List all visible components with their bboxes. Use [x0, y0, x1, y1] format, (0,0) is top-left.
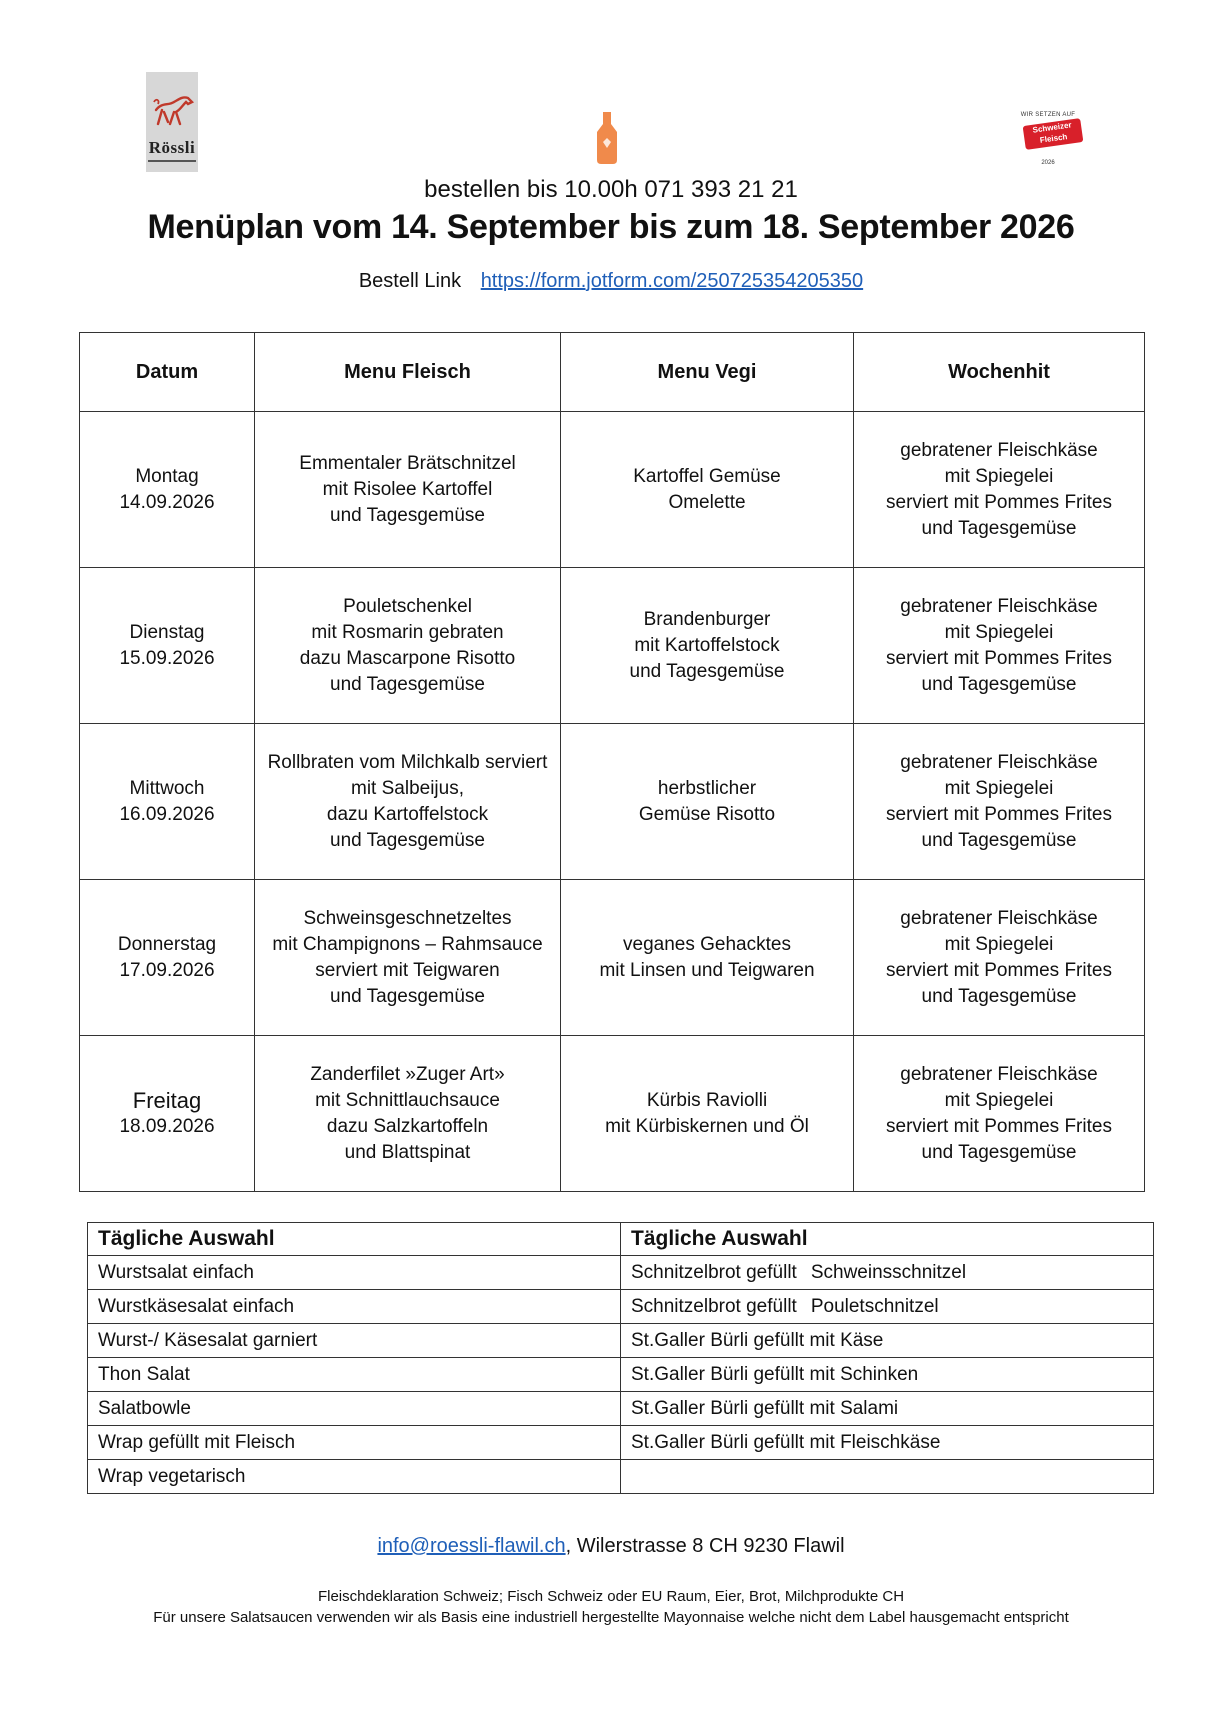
dish-line: und Tagesgemüse [629, 660, 785, 682]
daily-item: Thon Salat [88, 1358, 621, 1392]
order-link-line [0, 270, 1222, 293]
dish-line: mit Spiegelei [944, 1089, 1054, 1111]
horse-icon [146, 72, 198, 138]
day-date: 15.09.2026 [119, 647, 215, 669]
dish-line: mit Spiegelei [944, 777, 1054, 799]
daily-item: St.Galler Bürli gefüllt mit Käse [621, 1324, 1154, 1358]
bottle-icon [593, 112, 621, 164]
dish-line: dazu Salzkartoffeln [326, 1115, 489, 1137]
fleisch-cell [255, 880, 561, 1036]
wochenhit-cell [854, 880, 1145, 1036]
dish-line: und Tagesgemüse [921, 673, 1077, 695]
daily-item: St.Galler Bürli gefüllt mit Fleischkäse [621, 1426, 1154, 1460]
logo-caption: WIR SETZEN AUF [1020, 112, 1076, 118]
table-row [88, 1290, 1154, 1324]
dish-line: und Tagesgemüse [921, 517, 1077, 539]
menu-row-monday [80, 412, 1145, 568]
daily-item: Wurstsalat einfach [88, 1256, 621, 1290]
date-cell [80, 880, 255, 1036]
daily-item: St.Galler Bürli gefüllt mit Schinken [621, 1358, 1154, 1392]
dish-line: Schweinsgeschnetzeltes [303, 907, 512, 929]
dish-line: serviert mit Pommes Frites [886, 647, 1112, 669]
menu-row-tuesday [80, 568, 1145, 724]
menu-row-thursday [80, 880, 1145, 1036]
dish-line: mit Champignons – Rahmsauce [272, 933, 543, 955]
vegi-cell [561, 412, 854, 568]
fleisch-cell [255, 724, 561, 880]
dish-line: dazu Mascarpone Risotto [299, 647, 516, 669]
table-row [88, 1256, 1154, 1290]
declaration-line-2: Für unsere Salatsaucen verwenden wir als Basis eine industriell hergestellte Mayonnaise welche nicht dem Label hausgemacht entspricht [153, 1609, 1069, 1626]
dish-line: mit Spiegelei [944, 465, 1054, 487]
logo-year: 2026 [1041, 160, 1055, 166]
dish-line: mit Schnittlauchsauce [315, 1089, 500, 1111]
dish-line: und Tagesgemüse [921, 1141, 1077, 1163]
dish-line: mit Risolee Kartoffel [322, 478, 493, 500]
dish-line: serviert mit Teigwaren [315, 959, 500, 981]
vegi-cell [561, 724, 854, 880]
header-datum: Datum [80, 333, 255, 412]
daily-item [621, 1256, 1154, 1290]
menu-row-friday [80, 1036, 1145, 1192]
daily-item: Wrap vegetarisch [88, 1460, 621, 1494]
day-date: 18.09.2026 [119, 1115, 215, 1137]
logo-tagline [148, 160, 196, 162]
order-link-label: Bestell Link [358, 270, 462, 292]
dish-line: und Tagesgemüse [330, 829, 485, 851]
day-name: Montag [135, 465, 199, 487]
table-row [88, 1324, 1154, 1358]
day-date: 17.09.2026 [119, 959, 215, 981]
daily-item: Salatbowle [88, 1392, 621, 1426]
table-row [88, 1358, 1154, 1392]
daily-item [621, 1290, 1154, 1324]
wochenhit-cell [854, 1036, 1145, 1192]
table-row [88, 1426, 1154, 1460]
daily-item: Wurst-/ Käsesalat garniert [88, 1324, 621, 1358]
day-name: Donnerstag [117, 933, 217, 955]
dish-line: mit Kürbiskernen und Öl [605, 1115, 809, 1137]
order-deadline: bestellen bis 10.00h 071 393 21 21 [424, 176, 798, 203]
daily-header-right: Tägliche Auswahl [621, 1223, 1154, 1256]
daily-item: St.Galler Bürli gefüllt mit Salami [621, 1392, 1154, 1426]
day-date: 16.09.2026 [119, 803, 215, 825]
wochenhit-cell [854, 412, 1145, 568]
vegi-cell [561, 880, 854, 1036]
menu-table [79, 332, 1145, 1192]
page-title: Menüplan vom 14. September bis zum 18. September 2026 [147, 208, 1075, 246]
dish-line: serviert mit Pommes Frites [886, 491, 1112, 513]
dish-line: mit Spiegelei [944, 621, 1054, 643]
dish-line: dazu Kartoffelstock [326, 803, 489, 825]
vegi-cell [561, 568, 854, 724]
fleisch-cell [255, 1036, 561, 1192]
schweizer-fleisch-badge: Schweizer Fleisch [1023, 118, 1084, 150]
dish-line: und Blattspinat [344, 1141, 471, 1163]
table-row [88, 1460, 1154, 1494]
header-menu-fleisch: Menu Fleisch [255, 333, 561, 412]
daily-header-row [88, 1223, 1154, 1256]
dish-line: gebratener Fleischkäse [900, 595, 1098, 617]
menu-header-row [80, 333, 1145, 412]
fleisch-cell [255, 412, 561, 568]
order-link[interactable]: https://form.jotform.com/250725354205350 [480, 270, 864, 292]
dish-line: veganes Gehacktes [623, 933, 791, 955]
fleisch-cell [255, 568, 561, 724]
roessli-logo [146, 72, 198, 172]
day-date: 14.09.2026 [119, 491, 215, 513]
date-cell [80, 412, 255, 568]
schweizer-fleisch-logo [1010, 112, 1086, 170]
table-row [88, 1392, 1154, 1426]
dish-line: gebratener Fleischkäse [900, 439, 1098, 461]
date-cell [80, 568, 255, 724]
vegi-cell [561, 1036, 854, 1192]
contact-line [0, 1535, 1222, 1558]
day-name: Mittwoch [129, 777, 205, 799]
dish-line: mit Rosmarin gebraten [311, 621, 504, 643]
dish-line: und Tagesgemüse [921, 829, 1077, 851]
dish-line: mit Spiegelei [944, 933, 1054, 955]
dish-line: und Tagesgemüse [330, 673, 485, 695]
header-wochenhit: Wochenhit [854, 333, 1145, 412]
daily-item-main: Schnitzelbrot gefüllt [631, 1261, 797, 1283]
dish-line: Zanderfilet »Zuger Art» [310, 1063, 505, 1085]
daily-item: Wurstkäsesalat einfach [88, 1290, 621, 1324]
dish-line: serviert mit Pommes Frites [886, 1115, 1112, 1137]
wochenhit-cell [854, 724, 1145, 880]
declaration-line-1: Fleischdeklaration Schweiz; Fisch Schweiz oder EU Raum, Eier, Brot, Milchprodukte CH [317, 1588, 905, 1605]
day-name: Dienstag [129, 621, 205, 643]
dish-line: Pouletschenkel [343, 595, 472, 617]
dish-line: gebratener Fleischkäse [900, 1063, 1098, 1085]
dish-line: mit Kartoffelstock [634, 634, 780, 656]
dish-line: mit Salbeijus, [351, 777, 464, 799]
dish-line: Kürbis Raviolli [646, 1089, 768, 1111]
logo-wordmark: Rössli [148, 138, 196, 157]
dish-line: gebratener Fleischkäse [900, 907, 1098, 929]
daily-item: Wrap gefüllt mit Fleisch [88, 1426, 621, 1460]
daily-header-left: Tägliche Auswahl [88, 1223, 621, 1256]
wochenhit-cell [854, 568, 1145, 724]
email-link[interactable]: info@roessli-flawil.ch [377, 1535, 566, 1557]
dish-line: Emmentaler Brätschnitzel [299, 452, 516, 474]
date-cell [80, 1036, 255, 1192]
dish-line: Kartoffel Gemüse [633, 465, 781, 487]
day-name: Freitag [132, 1087, 202, 1113]
dish-line: gebratener Fleischkäse [900, 751, 1098, 773]
dish-line: und Tagesgemüse [921, 985, 1077, 1007]
date-cell [80, 724, 255, 880]
dish-line: und Tagesgemüse [330, 985, 485, 1007]
dish-line: Rollbraten vom Milchkalb serviert [267, 751, 548, 773]
dish-line: herbstlicher [657, 777, 757, 799]
menu-row-wednesday [80, 724, 1145, 880]
address: , Wilerstrasse 8 CH 9230 Flawil [565, 1535, 845, 1557]
daily-item-extra: Pouletschnitzel [810, 1295, 939, 1317]
dish-line: und Tagesgemüse [330, 504, 485, 526]
dish-line: serviert mit Pommes Frites [886, 803, 1112, 825]
dish-line: Gemüse Risotto [638, 803, 776, 825]
daily-selection-table [87, 1222, 1154, 1494]
dish-line: Omelette [668, 491, 746, 513]
dish-line: Brandenburger [643, 608, 771, 630]
daily-item-main: Schnitzelbrot gefüllt [631, 1295, 797, 1317]
daily-item-empty [621, 1460, 1154, 1494]
header-menu-vegi: Menu Vegi [561, 333, 854, 412]
dish-line: mit Linsen und Teigwaren [599, 959, 815, 981]
daily-item-extra: Schweinsschnitzel [810, 1261, 967, 1283]
dish-line: serviert mit Pommes Frites [886, 959, 1112, 981]
